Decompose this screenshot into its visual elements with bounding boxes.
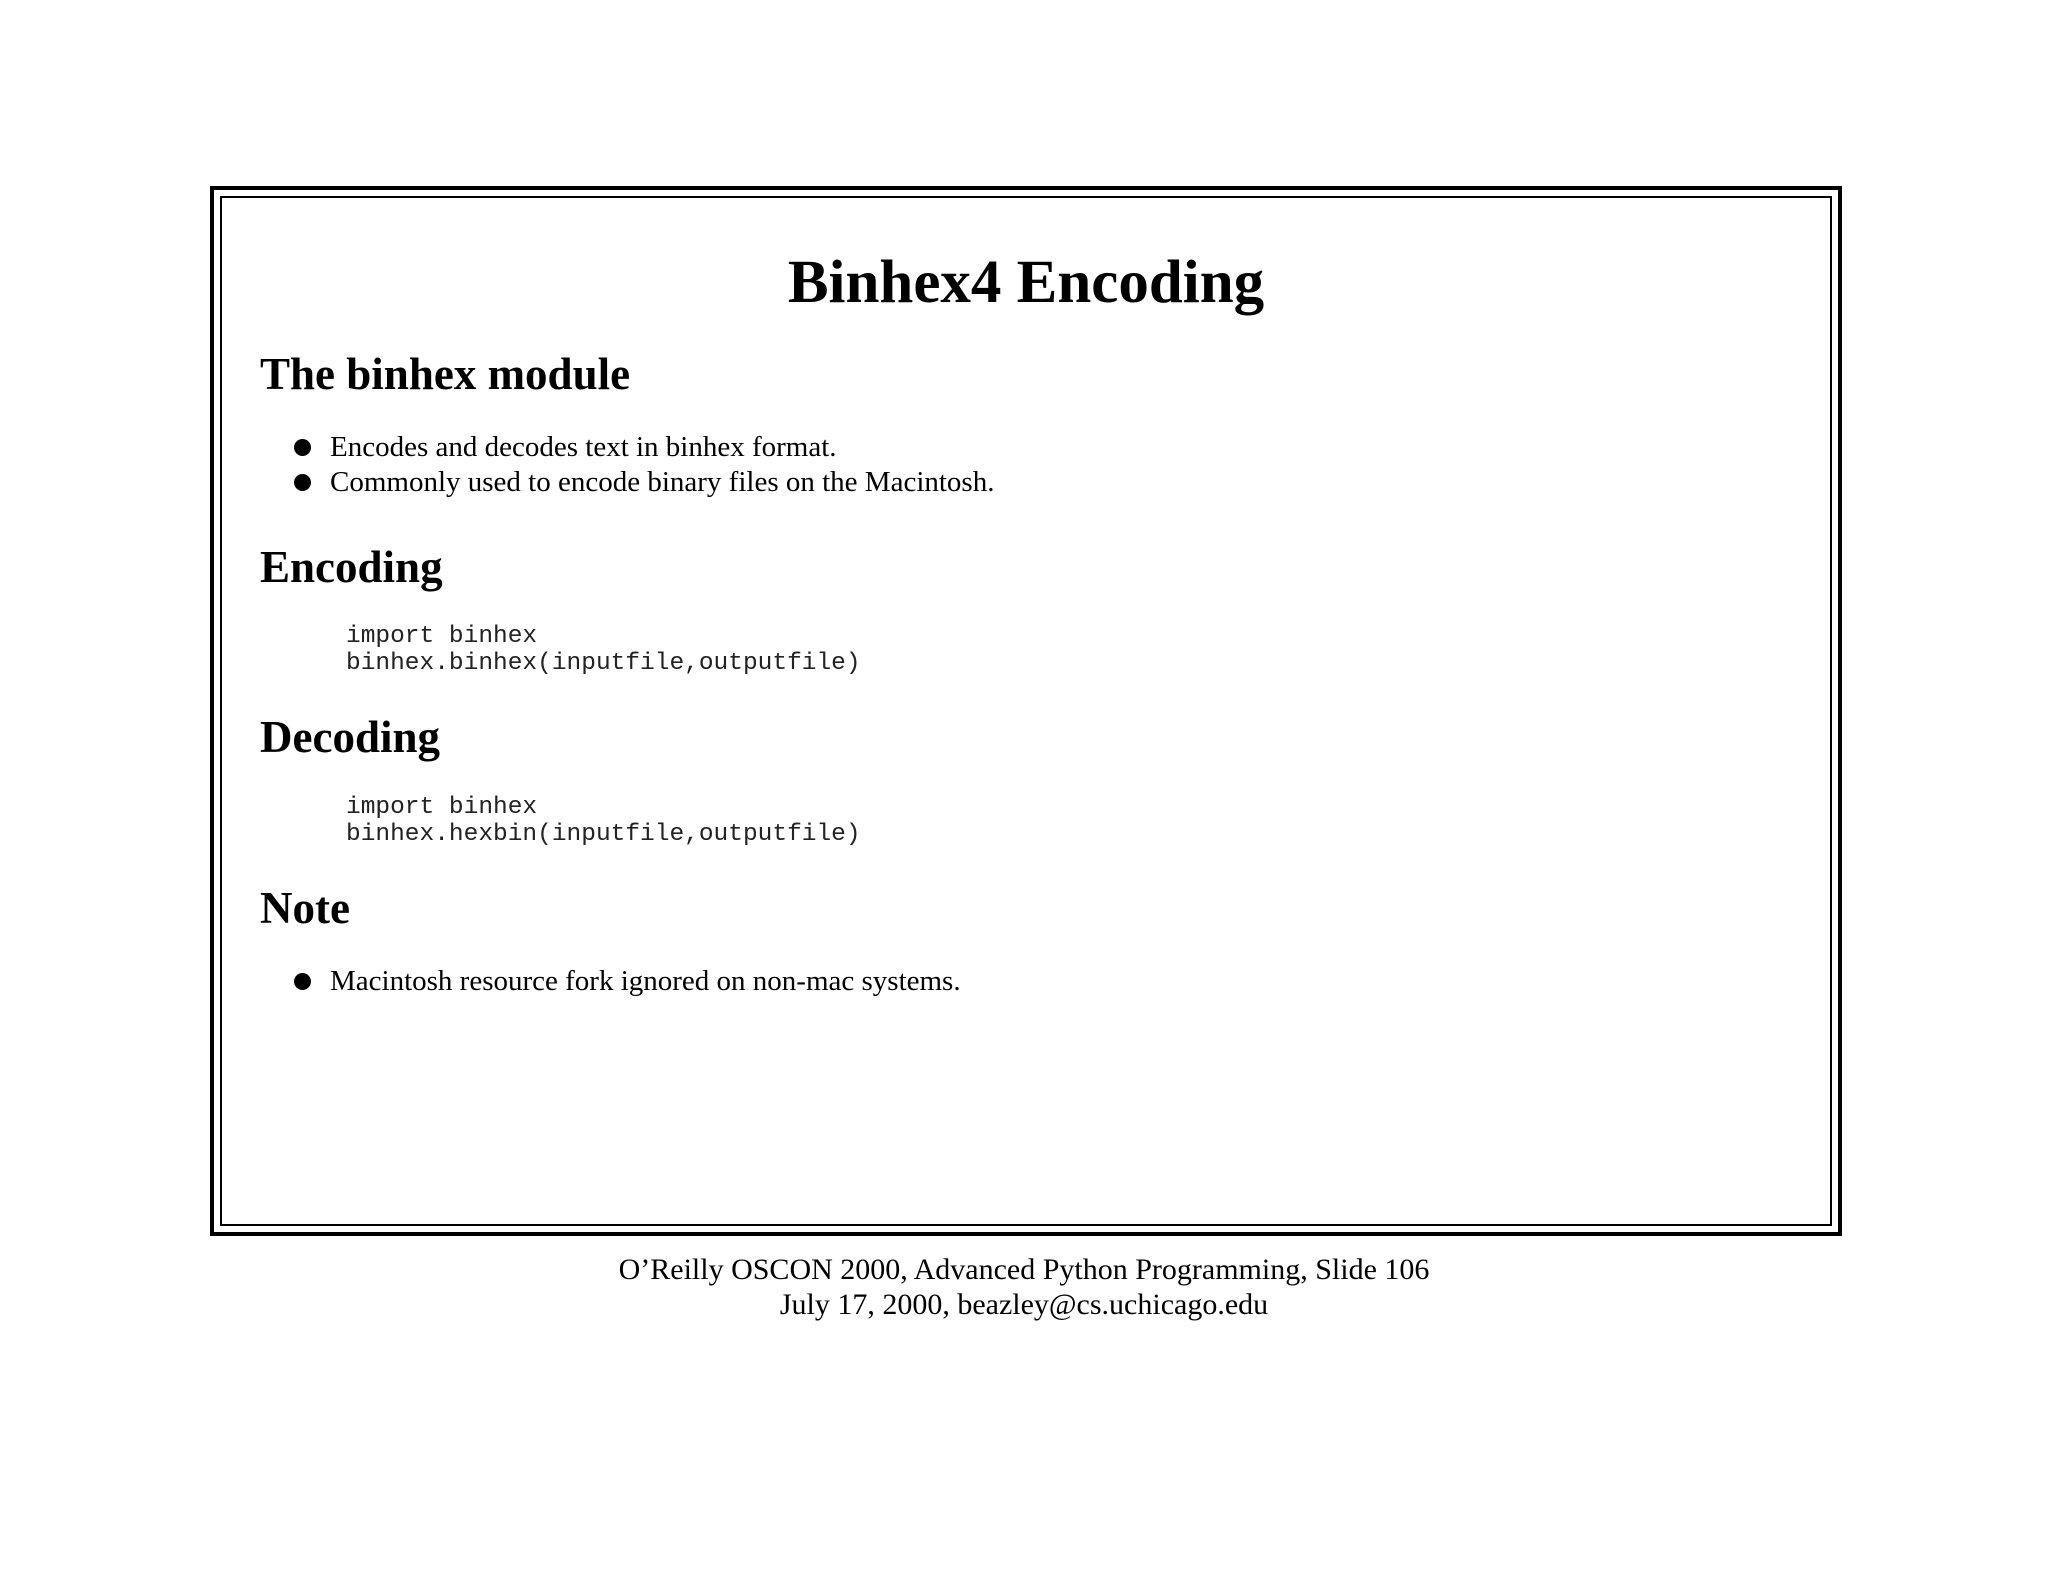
code-line: import binhex [346,794,538,821]
code-line: binhex.hexbin(inputfile,outputfile) [346,821,861,848]
decoding-code-block [346,794,861,848]
section-heading-decoding: Decoding [260,712,440,762]
bullet-icon [294,474,311,491]
bullet-icon [294,973,311,990]
slide-frame [210,186,1842,1236]
code-line: import binhex [346,623,538,650]
encoding-code-block [346,623,861,677]
footer-line-date-email: July 17, 2000, beazley@cs.uchicago.edu [779,1288,1269,1321]
slide-footer [0,1252,2048,1322]
list-item [294,964,961,999]
section-heading-module: The binhex module [260,349,631,399]
bullet-text: Commonly used to encode binary files on the Macintosh. [330,466,995,498]
slide-inner-border [220,196,1832,1226]
module-bullet-list [294,430,994,500]
bullet-text: Macintosh resource fork ignored on non-mac systems. [330,965,961,997]
note-bullet-list [294,964,961,999]
footer-line-slide-info: O’Reilly OSCON 2000, Advanced Python Programming, Slide 106 [618,1253,1430,1286]
slide-title: Binhex4 Encoding [787,249,1265,316]
bullet-text: Encodes and decodes text in binhex format. [330,431,837,463]
section-heading-encoding: Encoding [260,542,443,592]
list-item [294,465,994,500]
section-heading-note: Note [260,883,350,933]
code-line: binhex.binhex(inputfile,outputfile) [346,650,861,677]
bullet-icon [294,439,311,456]
list-item [294,430,994,465]
